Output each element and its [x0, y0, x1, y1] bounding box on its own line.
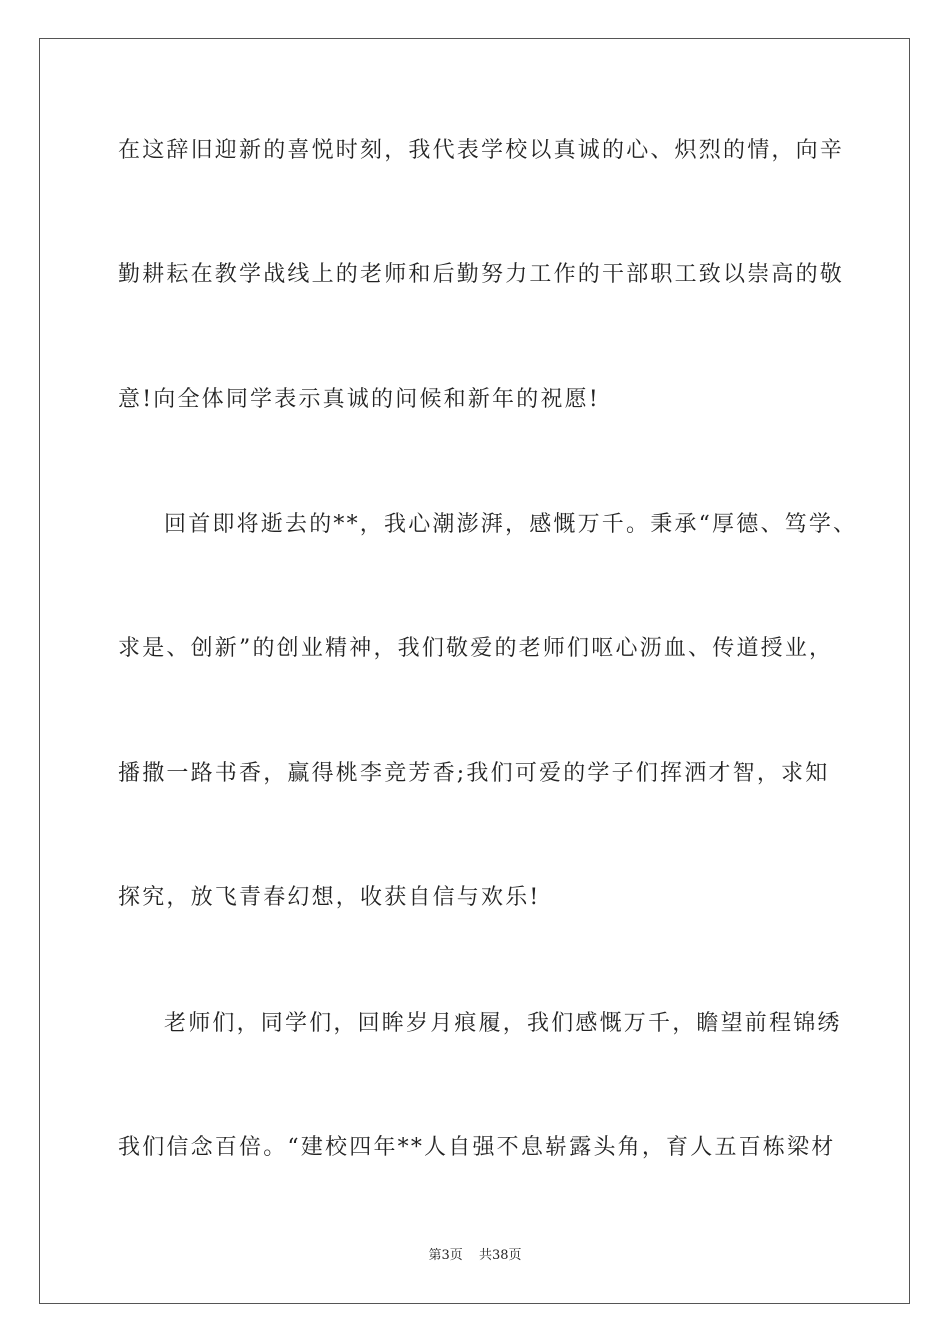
page-frame [39, 38, 910, 1304]
body-line-5: 求是、创新”的创业精神，我们敬爱的老师们呕心沥血、传道授业， [118, 636, 834, 661]
body-line-9: 我们信念百倍。“建校四年**人自强不息崭露头角，育人五百栋梁材 [118, 1135, 836, 1160]
body-line-6: 播撒一路书香，赢得桃李竞芳香;我们可爱的学子们挥洒才智，求知 [118, 761, 830, 786]
body-line-2: 勤耕耘在教学战线上的老师和后勤努力工作的干部职工致以崇高的敬 [118, 262, 845, 287]
body-line-3: 意!向全体同学表示真诚的问候和新年的祝愿! [118, 387, 600, 412]
body-line-7: 探究，放飞青春幻想，收获自信与欢乐! [118, 885, 541, 910]
body-line-8: 老师们，同学们，回眸岁月痕履，我们感慨万千，瞻望前程锦绣 [164, 1011, 842, 1036]
body-line-4: 回首即将逝去的**，我心潮澎湃，感慨万千。秉承“厚德、笃学、 [164, 512, 858, 537]
page-footer [0, 1248, 950, 1264]
page-number: 第3页 [428, 1248, 463, 1263]
body-line-1: 在这辞旧迎新的喜悦时刻，我代表学校以真诚的心、炽烈的情，向辛 [118, 138, 845, 163]
page-total: 共38页 [478, 1248, 522, 1263]
